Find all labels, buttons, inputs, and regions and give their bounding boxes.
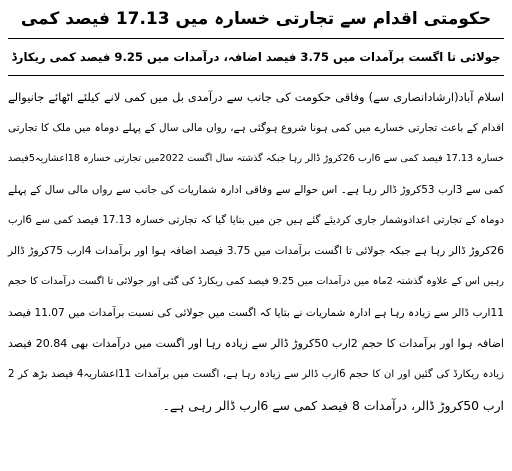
headline: حکومتی اقدام سے تجارتی خسارہ میں 17.13 فیصد کمی bbox=[20, 9, 492, 29]
body-line: 11ارب ڈالر سے زیادہ رہا ہے ادارہ شماریات نے بتایا کہ اگست میں جولائی کی نسبت برآمدات میں 11.07 فیصد bbox=[8, 307, 504, 320]
body-line: اسلام آباد(ارشادانصاری سے) وفاقی حکومت کی جانب سے درآمدی بل میں کمی لانے کیلئے اٹھائے جانیوالے bbox=[8, 90, 504, 104]
subheadline-divider bbox=[8, 75, 504, 76]
body-line: دوماہ کے تجارتی اعدادوشمار جاری کردیئے گئے ہیں جن میں بتایا گیا کہ تجارتی خسارہ 17.13 فیصد کمی سے 6ارب bbox=[8, 214, 504, 226]
body-line: زیادہ ریکارڈ کی گئیں اور ان کا حجم 6ارب ڈالر سے زیادہ رہا ہے، اگست میں برآمدات 11اعشاریہ4 فیصد بڑھ کر 2 bbox=[8, 369, 504, 381]
article-body bbox=[8, 82, 504, 422]
body-line: ارب 50کروڑ ڈالر، درآمدات 8 فیصد کمی سے 6ارب ڈالر رہی ہے۔ bbox=[162, 397, 504, 413]
body-line: اضافہ ہوا اور برآمدات کا حجم 2ارب 50کروڑ ڈالر سے زیادہ رہا اور اگست میں درآمدات بھی 20.84 فیصد bbox=[8, 337, 504, 351]
body-line: 26کروڑ ڈالر رہا ہے جبکہ جولائی تا اگست برآمدات میں 3.75 فیصد اضافہ ہوا اور برآمدات 4ارب 75کروڑ ڈالر bbox=[8, 245, 504, 258]
body-line: رہیں اس کے علاوہ گذشتہ 2ماہ میں درآمدات میں 9.25 فیصد کمی ریکارڈ کی گئی اور جولائی تا اگست درآمدات کا حجم bbox=[8, 276, 504, 288]
body-line: خسارہ 17.13 فیصد کمی سے 6ارب 26کروڑ ڈالر رہا جبکہ گذشتہ سال اگست 2022میں تجارتی خسارہ 18اعشاریہ5فیصد bbox=[8, 152, 504, 164]
body-line: اقدام کے باعث تجارتی خسارے میں کمی ہونا شروع ہوگئی ہے، رواں مالی سال کے پہلے دوماہ میں ملک کا تجارتی bbox=[8, 121, 504, 134]
body-line: کمی سے 3ارب 53کروڑ ڈالر رہا ہے۔ اس حوالے سے وفاقی ادارہ شماریات کی جانب سے رواں مالی سال کے پہلے bbox=[8, 183, 504, 196]
subheadline: جولائی تا اگست برآمدات میں 3.75 فیصد اضافہ، درآمدات میں 9.25 فیصد کمی ریکارڈ bbox=[11, 50, 501, 64]
